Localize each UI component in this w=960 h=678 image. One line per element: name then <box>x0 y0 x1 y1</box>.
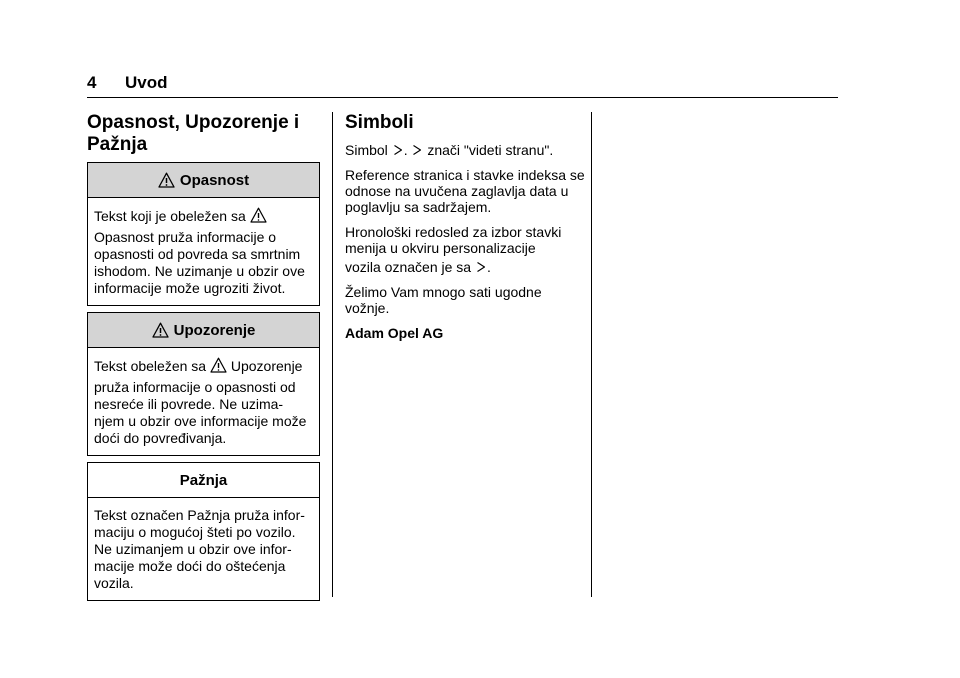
warning-box-line1 <box>94 357 313 375</box>
column-divider-right <box>591 112 592 597</box>
symbols-p1-mid: . <box>403 142 408 158</box>
warning-triangle-icon <box>250 207 267 223</box>
symbols-paragraph-4 <box>345 259 585 275</box>
column-divider-left <box>332 112 333 597</box>
danger-box-header <box>88 163 319 198</box>
section-title-line2: Pažnja <box>87 134 148 155</box>
symbols-p1-pre: Simbol <box>345 142 388 158</box>
caution-box-text: Tekst označen Pažnja pruža infor-maciju o mogućoj šteti po vozilo. Ne uzimanjem u obzir ove infor-macije može doći do oštećenja vozila. <box>94 507 305 591</box>
page-reference-icon <box>412 144 422 156</box>
warning-triangle-icon <box>158 172 175 188</box>
section-title-symbols: Simboli <box>345 112 414 133</box>
signature: Adam Opel AG <box>345 325 444 341</box>
danger-box-text: Opasnost pruža informacije o opasnosti od povreda sa smrtnim ishodom. Ne uzimanje u obzir ove informacije može ugroziti život. <box>94 229 305 296</box>
warning-triangle-icon <box>210 357 227 373</box>
warning-box <box>87 312 320 456</box>
caution-box <box>87 462 320 601</box>
warning-box-title: Upozorenje <box>173 321 256 339</box>
caution-box-header <box>88 463 319 498</box>
danger-line1-text: Tekst koji je obeležen sa <box>94 208 246 224</box>
warning-box-text: pruža informacije o opasnosti od nesreće ili povrede. Ne uzima-njem u obzir ove informacije može doći do povređivanja. <box>94 379 307 446</box>
section-title-line1: Opasnost, Upozorenje i <box>87 112 300 133</box>
header-rule <box>87 97 838 98</box>
symbols-p4-post: . <box>486 259 491 275</box>
page-number: 4 <box>87 73 97 92</box>
symbols-p1-post: znači "videti stranu". <box>427 142 554 158</box>
symbols-paragraph-5: Želimo Vam mnogo sati ugodne vožnje. <box>345 284 542 316</box>
symbols-p4-pre: vozila označen je sa <box>345 259 472 275</box>
danger-box-line1 <box>94 207 313 225</box>
symbols-text <box>345 142 585 350</box>
page-reference-icon <box>476 261 486 273</box>
warning-box-body <box>88 348 319 455</box>
warning-box-header <box>88 313 319 348</box>
warning-line1-post: Upozorenje <box>230 358 303 374</box>
symbols-paragraph-1 <box>345 142 585 158</box>
section-title-warnings <box>87 112 299 156</box>
warning-triangle-icon <box>152 322 169 338</box>
page-reference-icon <box>393 144 403 156</box>
warning-line1-pre: Tekst obeležen sa <box>94 358 207 374</box>
caution-box-body <box>88 498 319 600</box>
danger-box <box>87 162 320 306</box>
symbols-paragraph-3: Hronološki redosled za izbor stavki menija u okviru personalizacije <box>345 224 562 256</box>
chapter-title: Uvod <box>125 73 168 92</box>
danger-box-body <box>88 198 319 305</box>
danger-box-title: Opasnost <box>179 171 250 189</box>
caution-box-title: Pažnja <box>179 471 228 489</box>
page-header <box>87 70 838 99</box>
symbols-paragraph-2: Reference stranica i stavke indeksa se odnose na uvučena zaglavlja data u poglavlju sa sadržajem. <box>345 167 585 215</box>
